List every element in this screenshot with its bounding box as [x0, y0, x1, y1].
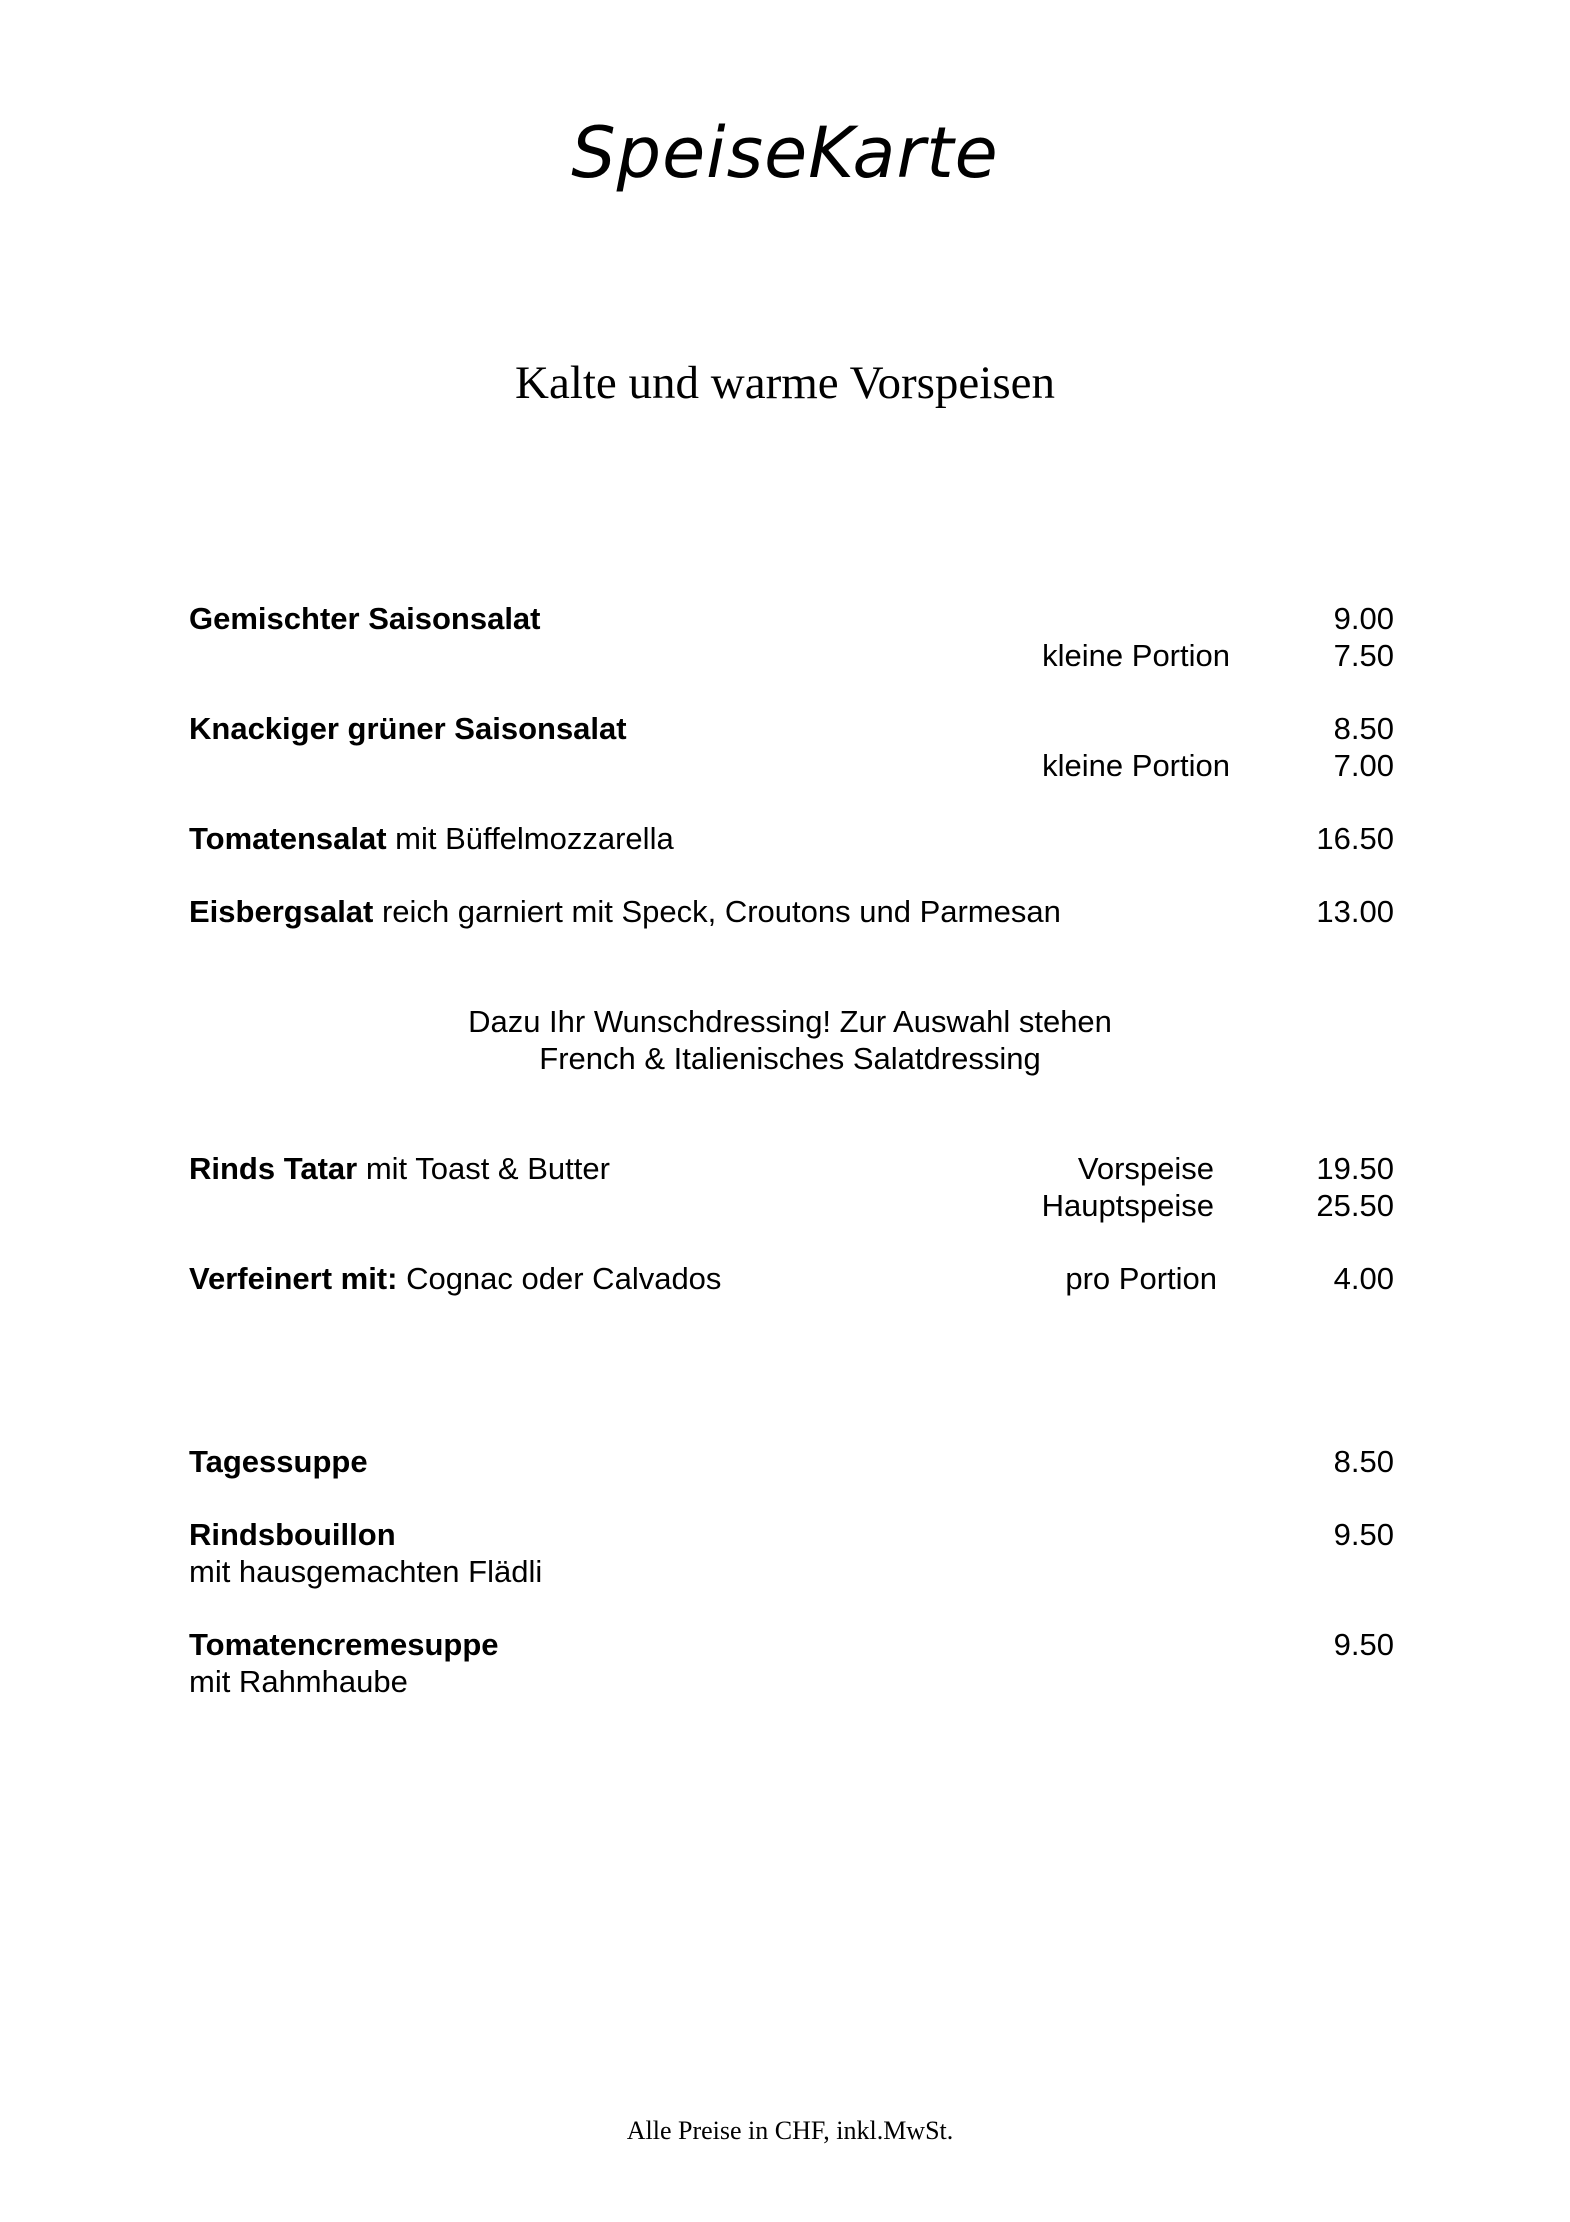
menu-item-price: 16.50: [1316, 821, 1394, 856]
menu-item-price: 9.00: [1333, 601, 1394, 636]
option-price: 19.50: [1316, 1151, 1394, 1186]
menu-item-description: mit hausgemachten Flädli: [189, 1554, 543, 1589]
menu-item-description: Cognac oder Calvados: [397, 1261, 722, 1296]
portion-note: kleine Portion: [1042, 638, 1230, 673]
menu-item-name: Tomatensalat: [189, 821, 387, 856]
menu-item-name: Knackiger grüner Saisonsalat: [189, 711, 627, 746]
dressing-note-line-2: French & Italienisches Salatdressing: [539, 1041, 1041, 1076]
portion-note: pro Portion: [1065, 1261, 1217, 1296]
menu-item: [189, 1260, 721, 1297]
portion-note: kleine Portion: [1042, 748, 1230, 783]
menu-item-description: mit Büffelmozzarella: [386, 821, 674, 856]
section-heading: Kalte und warme Vorspeisen: [515, 357, 1055, 409]
menu-item-name: Tagessuppe: [189, 1444, 368, 1479]
option-label: Vorspeise: [1077, 1151, 1214, 1186]
dressing-note-line-1: Dazu Ihr Wunschdressing! Zur Auswahl stehen: [468, 1004, 1112, 1039]
menu-item-name: Tomatencremesuppe: [189, 1627, 499, 1662]
menu-item-description: mit Rahmhaube: [189, 1664, 408, 1699]
page-title: SpeiseKarte: [571, 112, 999, 194]
menu-item-price: 9.50: [1333, 1517, 1394, 1552]
menu-item-price: 9.50: [1333, 1627, 1394, 1662]
menu-item: [189, 820, 674, 857]
menu-item-name: Eisbergsalat: [189, 894, 374, 929]
menu-item-description: reich garniert mit Speck, Croutons und Parmesan: [373, 894, 1061, 929]
menu-item-price: 4.00: [1333, 1261, 1394, 1296]
menu-item: [189, 1150, 610, 1187]
price-footer: Alle Preise in CHF, inkl.MwSt.: [626, 2116, 954, 2145]
option-label: Hauptspeise: [1041, 1188, 1214, 1223]
menu-item-description: mit Toast & Butter: [357, 1151, 610, 1186]
menu-item-price: 8.50: [1333, 711, 1394, 746]
option-price: 25.50: [1316, 1188, 1394, 1223]
portion-price: 7.50: [1333, 638, 1394, 673]
menu-item-price: 13.00: [1316, 894, 1394, 929]
menu-item-name: Rinds Tatar: [189, 1151, 358, 1186]
portion-price: 7.00: [1333, 748, 1394, 783]
menu-item-name: Rindsbouillon: [189, 1517, 396, 1552]
menu-item-name: Verfeinert mit:: [189, 1261, 398, 1296]
menu-item-price: 8.50: [1333, 1444, 1394, 1479]
menu-item-name: Gemischter Saisonsalat: [189, 601, 541, 636]
menu-item: [189, 893, 1061, 930]
